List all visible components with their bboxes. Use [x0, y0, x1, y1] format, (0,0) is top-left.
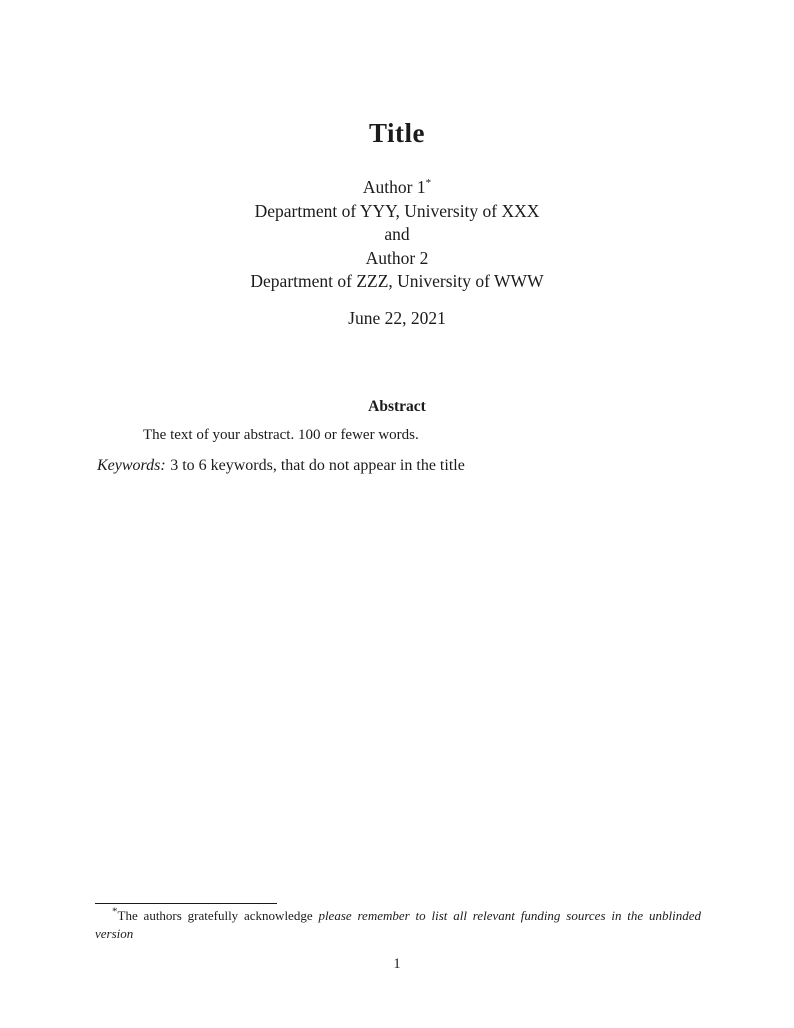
- keywords-line: [97, 457, 707, 475]
- keywords-label: Keywords:: [97, 457, 166, 474]
- author-block: [0, 176, 794, 294]
- footnote-text-normal: The authors gratefully acknowledge: [117, 908, 319, 923]
- author-2-name: Author 2: [365, 247, 429, 268]
- keywords-text: 3 to 6 keywords, that do not appear in the title: [170, 457, 465, 474]
- abstract-heading: Abstract: [368, 398, 426, 415]
- footnote: [95, 907, 701, 942]
- paper-title: Title: [369, 118, 425, 148]
- abstract-text: The text of your abstract. 100 or fewer words.: [143, 427, 419, 443]
- author-1-footnote-marker: *: [425, 177, 432, 190]
- footnote-rule: [95, 903, 277, 904]
- author-connector: and: [384, 224, 410, 244]
- author-1-line: [0, 176, 794, 200]
- author-1-name: Author 1: [362, 177, 426, 197]
- author-2-affiliation: Department of ZZZ, University of WWW: [250, 271, 544, 291]
- paper-date: June 22, 2021: [348, 308, 446, 328]
- author-1-affiliation: Department of YYY, University of XXX: [254, 200, 540, 221]
- footnote-marker: *: [112, 905, 118, 918]
- footnote-text-italic: please remember to list all relevant funding sources in the unblinded version: [95, 908, 701, 941]
- page-number: 1: [393, 956, 401, 972]
